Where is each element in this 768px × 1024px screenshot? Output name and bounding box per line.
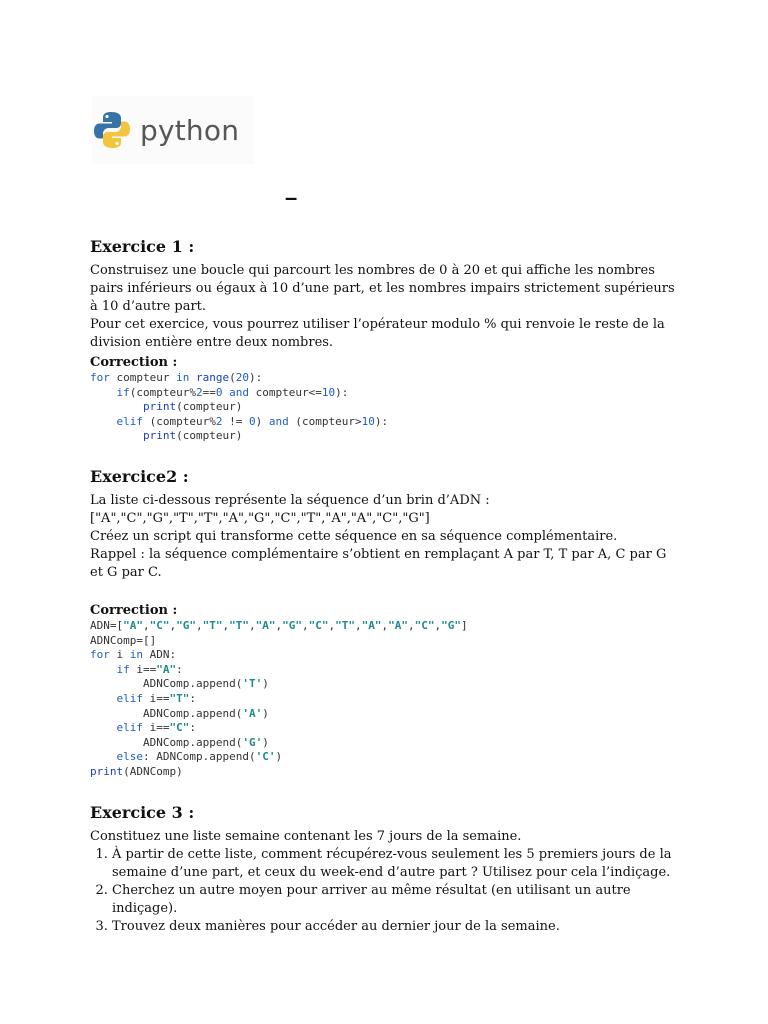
code-line: ADNComp.append('A') xyxy=(90,706,269,720)
exercise-1-paragraph-1: Construisez une boucle qui parcourt les nombres de 0 à 20 et qui affiche les nombres pairs inférieurs ou égaux à 10 d’une part, et les nombres impairs strictement supérieurs à 10 d’autre part. xyxy=(90,263,675,314)
exercise-2-code xyxy=(90,619,680,780)
exercise-2-correction-label: Correction : xyxy=(90,602,178,618)
code-line: for compteur in range(20): xyxy=(90,371,263,384)
code-line: ADNComp=[] xyxy=(90,633,157,647)
python-logo xyxy=(92,96,254,164)
exercise-3-section xyxy=(90,802,680,936)
code-line: if i=="A": xyxy=(116,662,183,676)
code-line: elif i=="C": xyxy=(116,721,196,735)
exercise-2-title: Exercice2 : xyxy=(90,466,189,486)
exercise-1-paragraph-2: Pour cet exercice, vous pourrez utiliser l’opérateur modulo % qui renvoie le reste de la division entière entre deux nombres. xyxy=(90,317,665,350)
code-line: ADNComp.append('G') xyxy=(90,735,269,749)
code-line: elif (compteur%2 != 0) and (compteur>10): xyxy=(116,414,389,428)
exercise-3-item: 1. À partir de cette liste, comment récupérez-vous seulement les 5 premiers jours de la semaine d’une part, et ceux du week-end d’autre part ? Utilisez pour cela l’indiçage. xyxy=(112,846,680,882)
code-line: elif i=="T": xyxy=(116,691,196,705)
code-line: ADNComp.append('T') xyxy=(90,677,269,691)
code-line: for i in ADN: xyxy=(90,648,177,662)
code-line: ADN=["A","C","G","T","T","A","G","C","T","A","A","C","G"] xyxy=(90,618,468,632)
exercise-3-item: 3. Trouvez deux manières pour accéder au dernier jour de la semaine. xyxy=(112,918,680,936)
code-line: if(compteur%2==0 and compteur<=10): xyxy=(116,385,349,399)
python-logo-icon xyxy=(92,110,132,150)
title-dash: – xyxy=(285,185,298,210)
code-line: print(ADNComp) xyxy=(90,764,183,778)
exercise-2-paragraph-2: Créez un script qui transforme cette séquence en sa séquence complémentaire. xyxy=(90,528,618,544)
exercise-1-section xyxy=(90,236,680,444)
exercise-2-sequence: ["A","C","G","T","T","A","G","C","T","A","A","C","G"] xyxy=(90,510,430,526)
exercise-1-title: Exercice 1 : xyxy=(90,237,195,256)
code-line: print(compteur) xyxy=(142,429,243,443)
exercise-3-item: 2. Cherchez un autre moyen pour arriver au même résultat (en utilisant un autre indiçage). xyxy=(112,882,680,918)
document-content xyxy=(90,236,680,936)
code-line: else: ADNComp.append('C') xyxy=(116,750,283,764)
exercise-1-code xyxy=(90,371,680,444)
exercise-3-list xyxy=(90,846,680,936)
exercise-3-title: Exercice 3 : xyxy=(90,802,195,822)
exercise-2-paragraph-3: Rappel : la séquence complémentaire s’obtient en remplaçant A par T, T par A, C par G et G par C. xyxy=(90,546,667,580)
code-line: print(compteur) xyxy=(142,400,243,414)
exercise-2-section xyxy=(90,466,680,780)
exercise-3-intro: Constituez une liste semaine contenant les 7 jours de la semaine. xyxy=(90,828,522,844)
exercise-2-paragraph-1: La liste ci-dessous représente la séquence d’un brin d’ADN : xyxy=(90,492,490,508)
python-logo-text: python xyxy=(140,113,240,147)
exercise-1-correction-label: Correction : xyxy=(90,355,178,370)
